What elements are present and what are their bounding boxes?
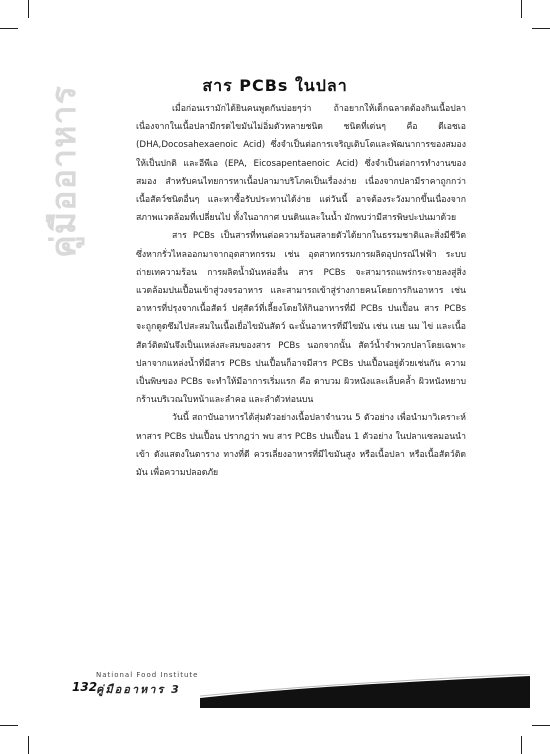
page-title: สาร PCBs ในปลา [202,76,348,95]
crop-mark-bottom-right [521,736,522,754]
crop-mark-top-right-h [532,28,550,29]
crop-mark-bottom-left [28,736,29,754]
paragraph-3: วันนี้ สถาบันอาหารได้สุ่มตัวอย่างเนื้อปลาจำนวน 5 ตัวอย่าง เพื่อนำมาวิเคราะห์หาสาร PCBs ปนเปื้อน ปรากฏว่า พบ สาร PCBs ปนเปื้อน 1 ตัวอย่าง ในปลาแซลมอนนำเข้า ดังแสดงในตาราง ทางที่ดี ควรเลี่ยงอาหารที่มีไขมันสูง หรือเนื้อปลา หรือเนื้อสัตว์ติดมัน เพื่อความปลอดภัย [136,413,466,479]
paragraph-2: สาร PCBs เป็นสารที่ทนต่อความร้อนสลายตัวได้ยากในธรรมชาติและสิ่งมีชีวิต ซึ่งหากรั่วไหลออกมาจากอุตสาหกรรม เช่น อุตสาหกรรมการผลิตอุปกรณ์ไฟฟ้า ระบบถ่ายเทความร้อน การผลิตน้ำมันหล่อลื่น สาร PCBs จะสามารถแพร่กระจายลงสู่สิ่งแวดล้อมปนเปื้อนเข้าสู่วงจรอาหาร และสามารถเข้าสู่ร่างกายคนโดยการกินอาหาร เช่น อาหารที่ปรุงจากเนื้อสัตว์ ปศุสัตว์ที่เลี้ยงโดยให้กินอาหารที่มี PCBs ปนเปื้อน สาร PCBs จะถูกดูดซึมไปสะสมในเนื้อเยื่อไขมันสัตว์ ฉะนั้นอาหารที่มีไขมัน เช่น เนย นม ไข่ และเนื้อสัตว์ติดมันจึงเป็นแหล่งสะสมของสาร PCBs นอกจากนั้น สัตว์น้ำจำพวกปลาโดยเฉพาะปลาจากแหล่งน้ำที่มีสาร PCBs ปนเปื้อนก็อาจมีสาร PCBs ปนเปื้อนอยู่ด้วยเช่นกัน ความเป็นพิษของ PCBs จะทำให้มีอาการเริ่มแรก คือ ตาบวม ผิวหนังและเล็บคล้ำ ผิวหนังหยาบกร้านบริเวณใบหน้าและลำคอ และลำตัวท่อนบน [136,231,466,406]
footer-book-title: คู่มืออาหาร 3 [96,683,181,696]
paragraph-1: เมื่อก่อนเรามักได้ยินคนพูดกันบ่อยๆว่า ถ้าอยากให้เด็กฉลาดต้องกินเนื้อปลาเนื่องจากในเนื้อปลามีกรดไขมันไม่อิ่มตัวหลายชนิด ชนิดที่เด่นๆ คือ ดีเอชเอ (DHA,Docosahexaenoic Acid) ซึ่งจำเป็นต่อการเจริญเติบโตและพัฒนาการของสมองให้เป็นปกติ และอีพีเอ (EPA, Eicosapentaenoic Acid) ซึ่งจำเป็นต่อการทำงานของสมอง สำหรับคนไทยการหาเนื้อปลามาบริโภคเป็นเรื่องง่าย เนื่องจากปลามีราคาถูกกว่าเนื้อสัตว์ชนิดอื่นๆ และหาซื้อรับประทานได้ง่าย แต่วันนี้ อาจต้องระวังมากขึ้นเนื่องจากสภาพแวดล้อมที่เปลี่ยนไป ทั้งในอากาศ บนดินและในน้ำ มักพบว่ามีสารพิษปะปนมาด้วย [136,104,466,224]
crop-mark-top-right [521,0,522,18]
footer-swoosh-graphic [200,674,530,708]
crop-mark-top-left [28,0,29,18]
page-number: 132 [72,680,98,694]
crop-mark-top-left-h [0,28,18,29]
article-body [136,100,466,482]
side-watermark-title: คู่มืออาหาร [44,85,84,258]
crop-mark-bottom-left-h [0,725,18,726]
crop-mark-bottom-right-h [532,725,550,726]
footer-institute-name: National Food Institute [96,671,199,679]
